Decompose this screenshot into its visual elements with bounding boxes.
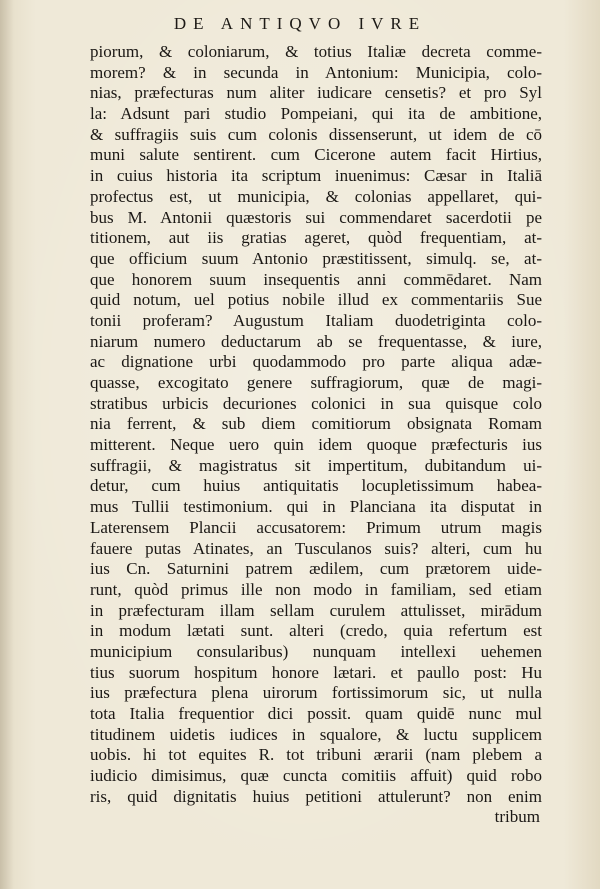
text-line: bus M. Antonii quæstoris sui commendaret sacerdotii pe [90, 207, 542, 227]
text-line: profectus est, ut municipia, & colonias appellaret, qui- [90, 186, 542, 206]
text-line: in modum lætati sunt. alteri (credo, quia refertum est [90, 621, 542, 641]
text-line: ris, quid dignitatis huius petitioni attulerunt? non enim [90, 786, 542, 806]
catchword: tribum [494, 807, 540, 827]
text-line: uobis. hi tot equites R. tot tribuni ærarii (nam plebem a [90, 745, 542, 765]
text-line: municipium consularibus) nunquam intellexi uehemen [90, 641, 542, 661]
text-line: in præfecturam illam sellam curulem attulisset, mirādum [90, 600, 542, 620]
body-text [90, 42, 542, 828]
text-line: iudicio dimisimus, quæ cuncta comitiis affuit) quid robo [90, 766, 542, 786]
text-line: fauere putas Atinates, an Tusculanos suis? alteri, cum hu [90, 538, 542, 558]
text-line: quid notum, uel potius nobile illud ex commentariis Sue [90, 290, 542, 310]
text-line: suffragii, & magistratus sit impertitum, dubitandum ui- [90, 455, 542, 475]
text-line: titionem, aut iis gratias ageret, quòd frequentiam, at- [90, 228, 542, 248]
text-line: mitterent. Neque uero quin idem quoque præfecturis ius [90, 435, 542, 455]
text-line: mus Tullii testimonium. qui in Planciana ita disputat in [90, 497, 542, 517]
text-line: ius præfectura plena uirorum fortissimorum sic, ut nulla [90, 683, 542, 703]
text-line: que officium suum Antonio præstitissent, simulq. se, at- [90, 248, 542, 268]
text-line: quasse, excogitato genere suffragiorum, quæ de magi- [90, 373, 542, 392]
text-line: in cuius historia ita scriptum inuenimus: Cæsar in Italiā [90, 166, 542, 186]
text-line: nias, præfecturas num aliter iudicare censetis? et pro Syl [90, 83, 542, 103]
text-line: titudinem uidetis iudices in squalore, & luctu supplicem [90, 724, 542, 744]
text-line: niarum numero deductarum ab se frequentasse, & iure, [90, 331, 542, 351]
text-line: ac dignatione urbi quodammodo pro parte aliqua adæ- [90, 352, 542, 372]
text-line: tota Italia frequentior dici possit. quam quidē nunc mul [90, 704, 542, 723]
text-line: tius suorum hospitum honore lætari. et paullo post: Hu [90, 662, 542, 682]
text-line: tonii proferam? Augustum Italiam duodetriginta colo- [90, 310, 542, 330]
text-line: nia ferrent, & sub diem comitiorum obsignata Romam [90, 414, 542, 434]
text-line: morem? & in secunda in Antonium: Municipia, colo- [90, 62, 542, 82]
running-head: DE ANTIQVO IVRE [173, 14, 427, 33]
text-line: muni salute sentirent. cum Cicerone autem facit Hirtius, [90, 145, 542, 165]
text-line: ius Cn. Saturnini patrem ædilem, cum prætorem uide- [90, 559, 542, 579]
text-line: que honorem suum insequentis anni commēdaret. Nam [90, 269, 542, 289]
text-line: Laterensem Plancii accusatorem: Primum utrum magis [90, 517, 542, 537]
text-line: piorum, & coloniarum, & totius Italiæ decreta comme- [90, 42, 542, 61]
page-gutter-shadow [0, 0, 14, 889]
text-line: stratibus urbicis decuriones colonici in sua quisque colo [90, 393, 542, 413]
text-line: & suffragiis suis cum colonis dissenserunt, ut idem de cō [90, 124, 542, 144]
text-line: la: Adsunt pari studio Pompeiani, qui ita de ambitione, [90, 104, 542, 124]
text-line: runt, quòd primus ille non modo in familiam, sed etiam [90, 579, 542, 599]
text-line: detur, cum huius antiquitatis locupletissimum habea- [90, 476, 542, 496]
